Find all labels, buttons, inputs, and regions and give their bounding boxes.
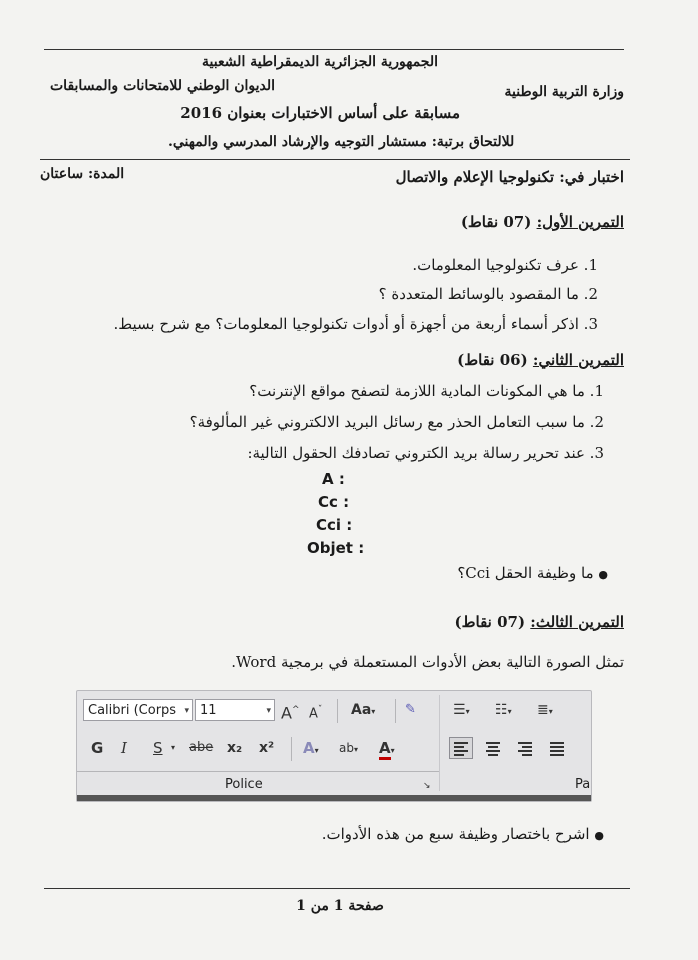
highlight-icon: ab▾ bbox=[339, 741, 358, 755]
ex1-question-2: 2. ما المقصود بالوسائط المتعددة ؟ bbox=[378, 285, 598, 303]
subject-line: اختبار في: تكنولوجيا الإعلام والاتصال bbox=[395, 168, 624, 186]
font-size-box bbox=[195, 699, 275, 721]
divider bbox=[439, 695, 440, 791]
underline-button: S bbox=[153, 739, 163, 757]
divider bbox=[77, 771, 439, 772]
exercise-1-points: (07 نقاط) bbox=[460, 213, 532, 231]
ex3-intro: تمثل الصورة التالية بعض الأدوات المستعملة في برمجية Word. bbox=[231, 653, 624, 671]
ex2-question-3: 3. عند تحرير رسالة بريد الكتروني تصادفك الحقول التالية: bbox=[247, 444, 604, 462]
highlight-label: ab bbox=[339, 741, 354, 755]
divider bbox=[395, 699, 396, 723]
page-number: صفحة 1 من 1 bbox=[296, 898, 384, 914]
police-group-label: Police bbox=[225, 777, 263, 792]
ex1-question-3: 3. اذكر أسماء أربعة من أجهزة أو أدوات تكنولوجيا المعلومات؟ مع شرح بسيط. bbox=[113, 315, 598, 333]
italic-button: I bbox=[121, 739, 127, 757]
ribbon-bottom-bar bbox=[77, 795, 591, 801]
exercise-3-points: (07 نقاط) bbox=[454, 613, 526, 631]
header-rule bbox=[40, 159, 630, 160]
exercise-1-heading bbox=[461, 213, 624, 231]
font-name-value: Calibri (Corps bbox=[88, 703, 177, 718]
subscript-button: x₂ bbox=[227, 740, 243, 756]
clear-formatting-icon: ✎ bbox=[405, 702, 416, 717]
strikethrough-button: abe bbox=[189, 740, 214, 755]
divider bbox=[291, 737, 292, 761]
exercise-1-title: التمرين الأول: bbox=[536, 213, 624, 231]
chevron-down-icon: ▾ bbox=[171, 743, 176, 752]
ex2-bullet-text: ما وظيفة الحقل Cci؟ bbox=[457, 564, 594, 582]
email-field-cc: Cc : bbox=[318, 493, 350, 511]
email-field-cci: Cci : bbox=[316, 516, 353, 534]
ex3-bullet-text: اشرح باختصار وظيفة سبع من هذه الأدوات. bbox=[321, 825, 590, 843]
shrink-font-icon: $A^ˇ$ bbox=[309, 705, 323, 722]
republic-title: الجمهورية الجزائرية الديمقراطية الشعبية bbox=[201, 54, 438, 70]
email-field-to: A : bbox=[322, 470, 345, 488]
align-center-icon bbox=[481, 737, 505, 759]
ex2-bullet bbox=[457, 564, 608, 582]
word-ribbon-image bbox=[76, 690, 592, 802]
bullets-icon: ☰▾ bbox=[453, 702, 470, 718]
duration-line: المدة: ساعتان bbox=[40, 166, 125, 182]
chevron-down-icon: ▾ bbox=[266, 706, 271, 716]
exercise-2-title: التمرين الثاني: bbox=[532, 351, 624, 369]
exercise-2-heading bbox=[457, 351, 624, 369]
contest-title: مسابقة على أساس الاختبارات بعنوان 2016 bbox=[180, 104, 460, 122]
office-name: الديوان الوطني للامتحانات والمسابقات bbox=[50, 78, 276, 94]
paragraph-group-label: Pa bbox=[575, 777, 591, 792]
divider bbox=[337, 699, 338, 723]
top-rule bbox=[44, 49, 624, 50]
numbering-icon: ☷▾ bbox=[495, 702, 512, 718]
align-right-icon bbox=[513, 737, 537, 759]
justify-icon bbox=[545, 737, 569, 759]
font-color-label: A bbox=[379, 739, 391, 760]
footer-rule bbox=[44, 888, 630, 889]
change-case-icon: Aa▾ bbox=[351, 702, 376, 718]
dialog-launcher-icon: ↘ bbox=[423, 781, 431, 791]
chevron-down-icon: ▾ bbox=[184, 706, 189, 716]
grow-font-icon: A^ bbox=[281, 703, 300, 723]
multilevel-list-icon: ≣▾ bbox=[537, 702, 553, 718]
exercise-3-title: التمرين الثالث: bbox=[530, 613, 624, 631]
align-left-icon bbox=[449, 737, 473, 759]
ex1-question-1: 1. عرف تكنولوجيا المعلومات. bbox=[412, 256, 598, 274]
font-name-box bbox=[83, 699, 193, 721]
text-effects-icon: A▾ bbox=[303, 739, 319, 757]
bullet-icon: ● bbox=[598, 568, 608, 581]
exercise-3-heading bbox=[455, 613, 624, 631]
superscript-button: x² bbox=[259, 740, 275, 756]
font-size-value: 11 bbox=[200, 703, 217, 718]
ex2-question-1: 1. ما هي المكونات المادية اللازمة لتصفح مواقع الإنترنت؟ bbox=[249, 382, 604, 400]
ministry-name: وزارة التربية الوطنية bbox=[504, 84, 624, 100]
rank-line: للالتحاق برتبة: مستشار التوجيه والإرشاد المدرسي والمهني. bbox=[168, 134, 515, 150]
ex2-question-2: 2. ما سبب التعامل الحذر مع رسائل البريد الالكتروني غير المألوفة؟ bbox=[189, 413, 604, 431]
font-color-icon: A▾ bbox=[379, 737, 395, 762]
email-field-objet: Objet : bbox=[307, 539, 365, 557]
bullet-icon: ● bbox=[594, 829, 604, 842]
ex3-bullet bbox=[322, 825, 604, 843]
exercise-2-points: (06 نقاط) bbox=[457, 351, 528, 369]
bold-button: G bbox=[91, 739, 104, 757]
